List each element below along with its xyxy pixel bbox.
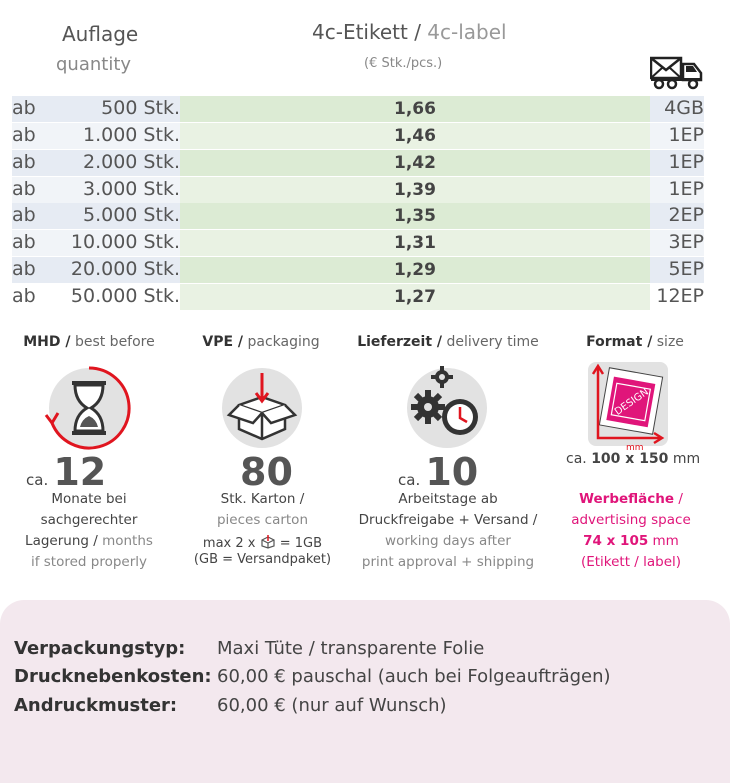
row-price: 1,27 xyxy=(394,287,436,307)
delivery-value: ca. 10 xyxy=(398,450,479,494)
row-quantity: 50.000 Stk. xyxy=(70,285,180,307)
row-package: 1EP xyxy=(668,178,704,200)
price-header-de: 4c-Etikett / xyxy=(312,20,421,44)
advertising-space: Werbefläche / advertising space 74 x 105 mm (Etikett / label) xyxy=(571,491,691,570)
row-price: 1,29 xyxy=(394,260,436,280)
vpe-description: Stk. Karton / pieces carton max 2 x = 1GB (GB = Versandpaket) xyxy=(193,491,332,567)
price-header xyxy=(312,20,507,44)
row-quantity: 5.000 Stk. xyxy=(83,204,180,226)
row-price: 1,39 xyxy=(394,180,436,200)
table-row xyxy=(12,257,704,283)
detail-value: 60,00 € pauschal (auch bei Folgeaufträgen) xyxy=(217,666,611,687)
table-row xyxy=(12,177,704,203)
row-package: 1EP xyxy=(668,124,704,146)
row-prefix: ab xyxy=(12,178,36,200)
vpe-title: VPE / packaging xyxy=(202,334,320,350)
price-unit: (€ Stk./pcs.) xyxy=(364,56,443,71)
row-package: 5EP xyxy=(668,258,704,280)
price-header-en: 4c-label xyxy=(427,20,507,44)
detail-value: Maxi Tüte / transparente Folie xyxy=(217,638,485,659)
row-quantity: 1.000 Stk. xyxy=(83,124,180,146)
mhd-description: Monate bei sachgerechter Lagerung / months if stored properly xyxy=(25,491,153,570)
format-size: ca. 100 x 150 mm xyxy=(566,451,701,467)
row-package: 2EP xyxy=(668,204,704,226)
delivery-title: Lieferzeit / delivery time xyxy=(357,334,539,350)
row-prefix: ab xyxy=(12,151,36,173)
row-price: 1,66 xyxy=(394,99,436,119)
format-size-icon xyxy=(582,360,674,456)
row-package: 4GB xyxy=(664,97,704,119)
row-package: 3EP xyxy=(668,231,704,253)
table-row xyxy=(12,150,704,176)
delivery-description: Arbeitstage ab Druckfreigabe + Versand / working days after print approval + shipping xyxy=(358,491,538,570)
row-price: 1,31 xyxy=(394,233,436,253)
vpe-value: 80 xyxy=(240,450,293,494)
row-prefix: ab xyxy=(12,285,36,307)
row-prefix: ab xyxy=(12,124,36,146)
design-label: DESIGN xyxy=(612,386,651,418)
table-row xyxy=(12,96,704,122)
gears-clock-icon xyxy=(402,363,492,457)
small-box-icon xyxy=(260,536,276,551)
row-prefix: ab xyxy=(12,204,36,226)
table-row xyxy=(12,230,704,256)
detail-value: 60,00 € (nur auf Wunsch) xyxy=(217,695,447,716)
format-title: Format / size xyxy=(586,334,684,350)
box-icon xyxy=(217,363,307,457)
row-quantity: 500 Stk. xyxy=(101,97,180,119)
detail-label: Drucknebenkosten: xyxy=(14,666,212,687)
row-quantity: 10.000 Stk. xyxy=(70,231,180,253)
mm-label: mm xyxy=(626,443,644,452)
details-panel xyxy=(0,600,730,783)
mhd-value: ca. 12 xyxy=(26,450,107,494)
row-price: 1,35 xyxy=(394,206,436,226)
truck-mail-icon xyxy=(650,54,704,94)
table-row xyxy=(12,123,704,149)
row-prefix: ab xyxy=(12,258,36,280)
table-row xyxy=(12,203,704,229)
table-row xyxy=(12,284,704,310)
detail-label: Andruckmuster: xyxy=(14,695,178,716)
row-package: 12EP xyxy=(656,285,704,307)
row-quantity: 20.000 Stk. xyxy=(70,258,180,280)
quantity-header: Auflage xyxy=(62,22,139,46)
row-quantity: 3.000 Stk. xyxy=(83,178,180,200)
row-price: 1,42 xyxy=(394,153,436,173)
row-prefix: ab xyxy=(12,231,36,253)
row-quantity: 2.000 Stk. xyxy=(83,151,180,173)
row-price: 1,46 xyxy=(394,126,436,146)
mhd-title: MHD / best before xyxy=(23,334,155,350)
row-prefix: ab xyxy=(12,97,36,119)
row-package: 1EP xyxy=(668,151,704,173)
quantity-header-en: quantity xyxy=(56,54,132,75)
detail-label: Verpackungstyp: xyxy=(14,638,186,659)
hourglass-icon xyxy=(44,363,134,457)
